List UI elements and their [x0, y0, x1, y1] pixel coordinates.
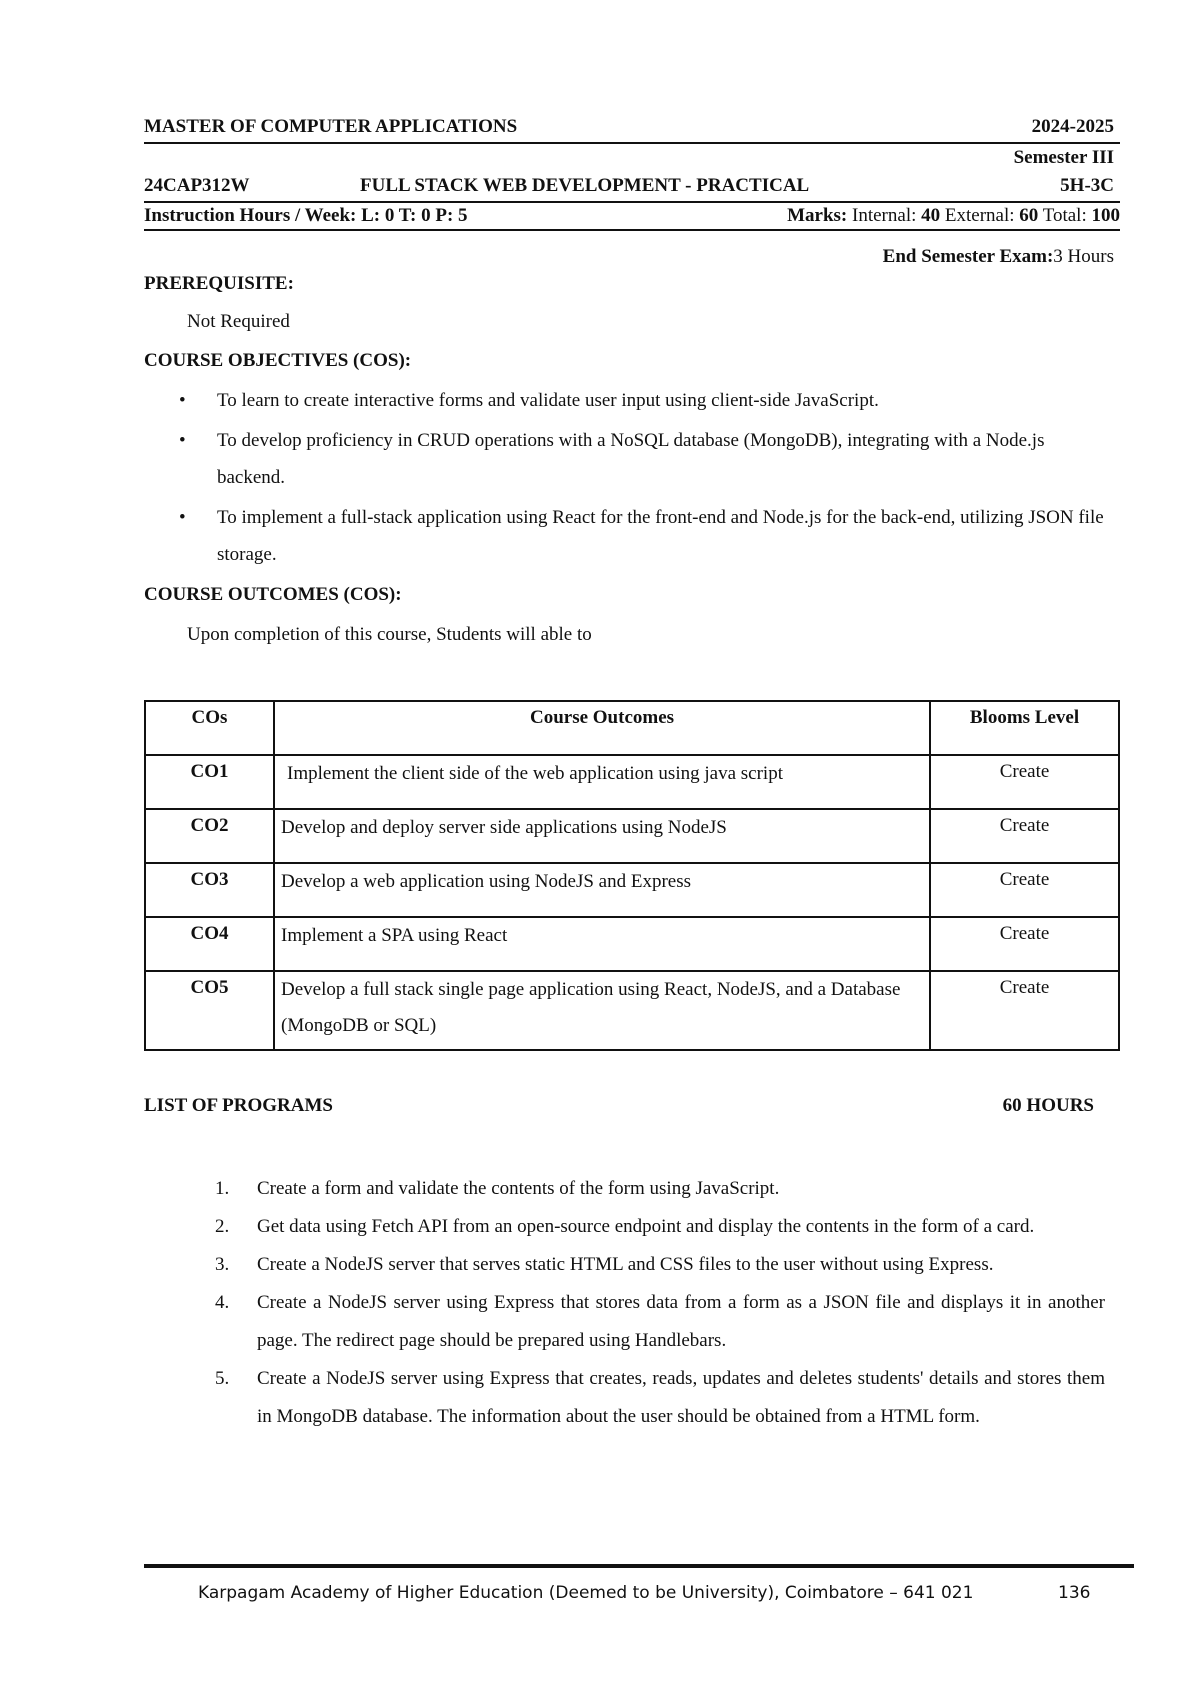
- bullet-icon: •: [179, 430, 186, 451]
- marks-internal: 40: [921, 205, 941, 226]
- footer-institution: Karpagam Academy of Higher Education (Deemed to be University), Coimbatore – 641 021: [198, 1583, 974, 1603]
- academic-year: 2024-2025: [1031, 116, 1114, 137]
- footer-rule: [144, 1564, 1134, 1568]
- table-row: [145, 809, 1119, 863]
- exam-line: [883, 246, 1114, 268]
- bullet-icon: •: [179, 390, 186, 411]
- list-item: [215, 1284, 1105, 1360]
- co-description: Develop a full stack single page application using React, NodeJS, and a Database (MongoDB or SQL): [274, 971, 930, 1050]
- exam-label: End Semester Exam:: [882, 246, 1054, 267]
- objective-item: • To implement a full-stack application using React for the front-end and Node.js for the back-end, utilizing JSON file storage.: [175, 499, 1105, 573]
- marks-line: [787, 205, 1120, 227]
- bullet-icon: •: [179, 507, 186, 528]
- list-number: 4.: [215, 1292, 230, 1313]
- instruction-hours: Instruction Hours / Week: L: 0 T: 0 P: 5: [144, 205, 468, 226]
- course-title: FULL STACK WEB DEVELOPMENT - PRACTICAL: [360, 175, 810, 196]
- exam-duration: 3 Hours: [1053, 246, 1114, 267]
- program-title: MASTER OF COMPUTER APPLICATIONS: [144, 116, 518, 137]
- semester-label: Semester III: [1013, 147, 1114, 168]
- column-header-cos: COs: [145, 701, 274, 755]
- prerequisite-text: Not Required: [187, 311, 290, 332]
- table-row: [145, 863, 1119, 917]
- co-level: Create: [930, 917, 1119, 971]
- programs-list: [215, 1170, 1105, 1436]
- outcomes-heading: COURSE OUTCOMES (COS):: [144, 584, 402, 605]
- list-item: [215, 1246, 1105, 1284]
- co-description: Implement the client side of the web application using java script: [274, 755, 930, 809]
- list-number: 3.: [215, 1254, 230, 1275]
- co-level: Create: [930, 863, 1119, 917]
- marks-total: 100: [1091, 205, 1120, 226]
- list-number: 5.: [215, 1368, 230, 1389]
- list-number: 2.: [215, 1216, 230, 1237]
- table-row: [145, 917, 1119, 971]
- list-text: Create a NodeJS server that serves static HTML and CSS files to the user without using Express.: [257, 1254, 994, 1275]
- objective-item: • To develop proficiency in CRUD operations with a NoSQL database (MongoDB), integrating with a Node.js backend.: [175, 422, 1105, 496]
- co-level: Create: [930, 971, 1119, 1050]
- programs-heading: LIST OF PROGRAMS: [144, 1095, 333, 1116]
- marks-external: 60: [1019, 205, 1039, 226]
- co-description: Develop and deploy server side applications using NodeJS: [274, 809, 930, 863]
- course-credits: 5H-3C: [1060, 175, 1114, 196]
- page-number: 136: [1058, 1583, 1091, 1603]
- list-item: [215, 1360, 1105, 1436]
- table-row: [145, 755, 1119, 809]
- marks-external-label: External:: [944, 205, 1015, 226]
- list-item: [215, 1170, 1105, 1208]
- co-code: CO1: [145, 755, 274, 809]
- prerequisite-heading: PREREQUISITE:: [144, 273, 294, 294]
- course-code: 24CAP312W: [144, 175, 250, 196]
- list-text: Create a NodeJS server using Express that stores data from a form as a JSON file and displays it in another page. The redirect page should be prepared using Handlebars.: [257, 1292, 1105, 1351]
- header-rule-middle: [144, 201, 1120, 203]
- column-header-blooms: Blooms Level: [930, 701, 1119, 755]
- table-row: [145, 971, 1119, 1050]
- marks-label: Marks:: [787, 205, 848, 226]
- list-item: [215, 1208, 1105, 1246]
- co-code: CO3: [145, 863, 274, 917]
- marks-total-label: Total:: [1042, 205, 1087, 226]
- co-description: Implement a SPA using React: [274, 917, 930, 971]
- objectives-list: [175, 382, 1105, 573]
- column-header-outcomes: Course Outcomes: [274, 701, 930, 755]
- objective-item: • To learn to create interactive forms and validate user input using client-side JavaScript.: [175, 382, 1105, 419]
- table-header-row: [145, 701, 1119, 755]
- co-level: Create: [930, 809, 1119, 863]
- header-rule-bottom: [144, 229, 1120, 231]
- co-description: Develop a web application using NodeJS and Express: [274, 863, 930, 917]
- co-code: CO4: [145, 917, 274, 971]
- co-code: CO5: [145, 971, 274, 1050]
- co-level: Create: [930, 755, 1119, 809]
- marks-internal-label: Internal:: [852, 205, 917, 226]
- programs-hours: 60 HOURS: [1002, 1095, 1094, 1116]
- outcomes-intro: Upon completion of this course, Students will able to: [187, 624, 592, 645]
- list-text: Create a form and validate the contents of the form using JavaScript.: [257, 1178, 780, 1199]
- list-text: Create a NodeJS server using Express that creates, reads, updates and deletes students' details and stores them in MongoDB database. The information about the user should be obtained from a HTML form.: [257, 1368, 1105, 1427]
- list-text: Get data using Fetch API from an open-source endpoint and display the contents in the form of a card.: [257, 1216, 1035, 1237]
- list-number: 1.: [215, 1178, 230, 1199]
- course-outcomes-table: [144, 700, 1120, 1051]
- header-rule-top: [144, 142, 1120, 144]
- objectives-heading: COURSE OBJECTIVES (COS):: [144, 350, 412, 371]
- co-code: CO2: [145, 809, 274, 863]
